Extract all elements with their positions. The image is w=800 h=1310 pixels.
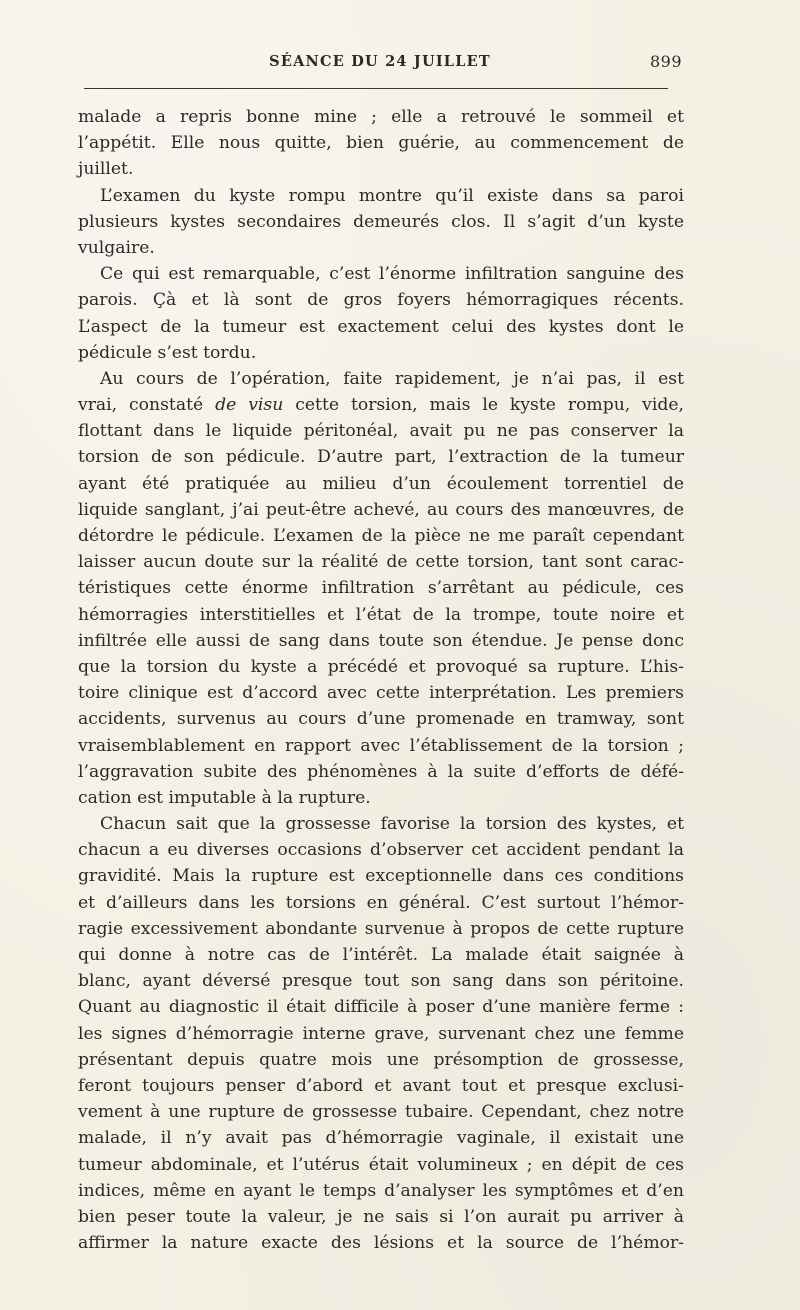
- text-line: tumeur abdominale, et l’utérus était volumineux ; en dépit de ces: [78, 1154, 684, 1175]
- text-line: hémorragies interstitielles et l’état de la trompe, toute noire et: [78, 604, 684, 625]
- text-line: qui donne à notre cas de l’intérêt. La malade était saignée à: [78, 945, 684, 965]
- text-line: blanc, ayant déversé presque tout son sang dans son péritoine.: [78, 971, 684, 992]
- text-segment: vrai, constaté: [78, 395, 204, 416]
- text-line: affirmer la nature exacte des lésions et la source de l’hémor-: [78, 1233, 684, 1254]
- text-line: l’appétit. Elle nous quitte, bien guérie, au commencement de: [78, 133, 684, 154]
- running-title: SÉANCE DU 24 JUILLET: [269, 53, 491, 70]
- text-line: les signes d’hémorragie interne grave, survenant chez une femme: [78, 1023, 684, 1044]
- page-number: 899: [649, 52, 682, 71]
- text-line: infiltrée elle aussi de sang dans toute son étendue. Je pense donc: [78, 630, 684, 651]
- latin-phrase: de visu: [215, 395, 284, 416]
- text-line: vulgaire.: [78, 237, 155, 258]
- text-line: [78, 392, 684, 418]
- text-line: L’examen du kyste rompu montre qu’il existe dans sa paroi: [100, 185, 684, 206]
- text-line: parois. Çà et là sont de gros foyers hémorragiques récents.: [78, 290, 684, 311]
- text-line: détordre le pédicule. L’examen de la pièce ne me paraît cependant: [78, 526, 684, 546]
- text-line: Au cours de l’opération, faite rapidement, je n’ai pas, il est: [100, 368, 684, 389]
- text-line: ayant été pratiquée au milieu d’un écoulement torrentiel de: [78, 473, 684, 494]
- text-line: Quant au diagnostic il était difficile à poser d’une manière ferme :: [78, 997, 684, 1018]
- text-line: présentant depuis quatre mois une présomption de grossesse,: [78, 1049, 684, 1070]
- text-line: malade, il n’y avait pas d’hémorragie vaginale, il existait une: [78, 1128, 684, 1149]
- text-line: bien peser toute la valeur, je ne sais si l’on aurait pu arriver à: [78, 1206, 684, 1227]
- text-line: pédicule s’est tordu.: [78, 342, 257, 363]
- body-text: [78, 104, 684, 1256]
- text-line: juillet.: [78, 159, 134, 180]
- text-line: accidents, survenus au cours d’une promenade en tramway, sont: [78, 709, 684, 730]
- text-line: malade a repris bonne mine ; elle a retrouvé le sommeil et: [78, 107, 684, 127]
- text-line: feront toujours penser d’abord et avant tout et presque exclusi-: [78, 1075, 684, 1096]
- text-line: laisser aucun doute sur la réalité de cette torsion, tant sont carac-: [78, 552, 684, 573]
- running-head: [78, 52, 682, 74]
- text-segment: cette torsion, mais le kyste rompu, vide,: [295, 395, 685, 416]
- text-line: l’aggravation subite des phénomènes à la suite d’efforts de défé-: [78, 761, 684, 782]
- text-line: indices, même en ayant le temps d’analyser les symptômes et d’en: [78, 1180, 684, 1201]
- header-rule: [84, 88, 668, 89]
- text-line: Ce qui est remarquable, c’est l’énorme infiltration sanguine des: [100, 264, 684, 285]
- text-line: vement à une rupture de grossesse tubaire. Cependant, chez notre: [78, 1102, 684, 1123]
- text-line: que la torsion du kyste a précédé et provoqué sa rupture. L’his-: [78, 656, 684, 677]
- text-line: vraisemblablement en rapport avec l’établissement de la torsion ;: [78, 735, 684, 756]
- text-line: et d’ailleurs dans les torsions en général. C’est surtout l’hémor-: [78, 892, 684, 913]
- text-line: ragie excessivement abondante survenue à propos de cette rupture: [78, 918, 684, 939]
- text-line: téristiques cette énorme infiltration s’arrêtant au pédicule, ces: [78, 578, 684, 599]
- text-line: L’aspect de la tumeur est exactement celui des kystes dont le: [78, 316, 684, 337]
- text-line: chacun a eu diverses occasions d’observer cet accident pendant la: [78, 840, 684, 861]
- text-line: gravidité. Mais la rupture est exceptionnelle dans ces conditions: [78, 866, 684, 887]
- text-line: torsion de son pédicule. D’autre part, l’extraction de la tumeur: [78, 447, 684, 468]
- text-line: toire clinique est d’accord avec cette interprétation. Les premiers: [78, 683, 684, 704]
- text-line: liquide sanglant, j’ai peut-être achevé, au cours des manœuvres, de: [78, 499, 684, 520]
- text-line: flottant dans le liquide péritonéal, avait pu ne pas conserver la: [78, 421, 684, 442]
- text-line: cation est imputable à la rupture.: [78, 787, 371, 808]
- text-line: Chacun sait que la grossesse favorise la torsion des kystes, et: [100, 814, 684, 835]
- text-line: plusieurs kystes secondaires demeurés clos. Il s’agit d’un kyste: [78, 211, 684, 232]
